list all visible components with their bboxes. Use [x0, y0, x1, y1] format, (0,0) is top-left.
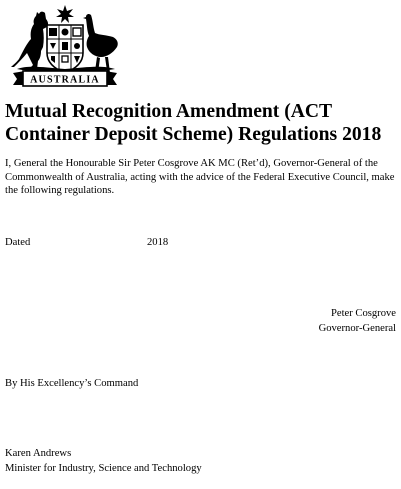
minister-signature-block [5, 446, 202, 476]
shield-icon [47, 25, 83, 73]
preamble-text: I, General the Honourable Sir Peter Cosgrove AK MC (Ret’d), Governor-General of the Commonwealth of Australia, acting with the advice of the Federal Executive Council, make the following regulations. [5, 158, 395, 196]
dated-year: 2018 [147, 237, 169, 248]
governor-general-title: Governor-General [318, 323, 396, 334]
coat-of-arms [3, 3, 127, 89]
minister-name: Karen Andrews [5, 448, 72, 459]
regulation-title: Mutual Recognition Amendment (ACT Container Deposit Scheme) Regulations 2018 [5, 101, 382, 145]
governor-general-name: Peter Cosgrove [330, 308, 396, 319]
dated-label: Dated [5, 237, 31, 248]
governor-general-signature-block [319, 306, 396, 336]
command-line: By His Excellency’s Command [5, 378, 139, 389]
commonwealth-star-icon [56, 5, 74, 23]
kangaroo-icon [11, 12, 48, 69]
coat-of-arms-icon [3, 3, 127, 89]
minister-title: Minister for Industry, Science and Technology [5, 463, 202, 474]
emu-icon [83, 14, 118, 73]
crest-banner-text: AUSTRALIA [30, 74, 100, 86]
